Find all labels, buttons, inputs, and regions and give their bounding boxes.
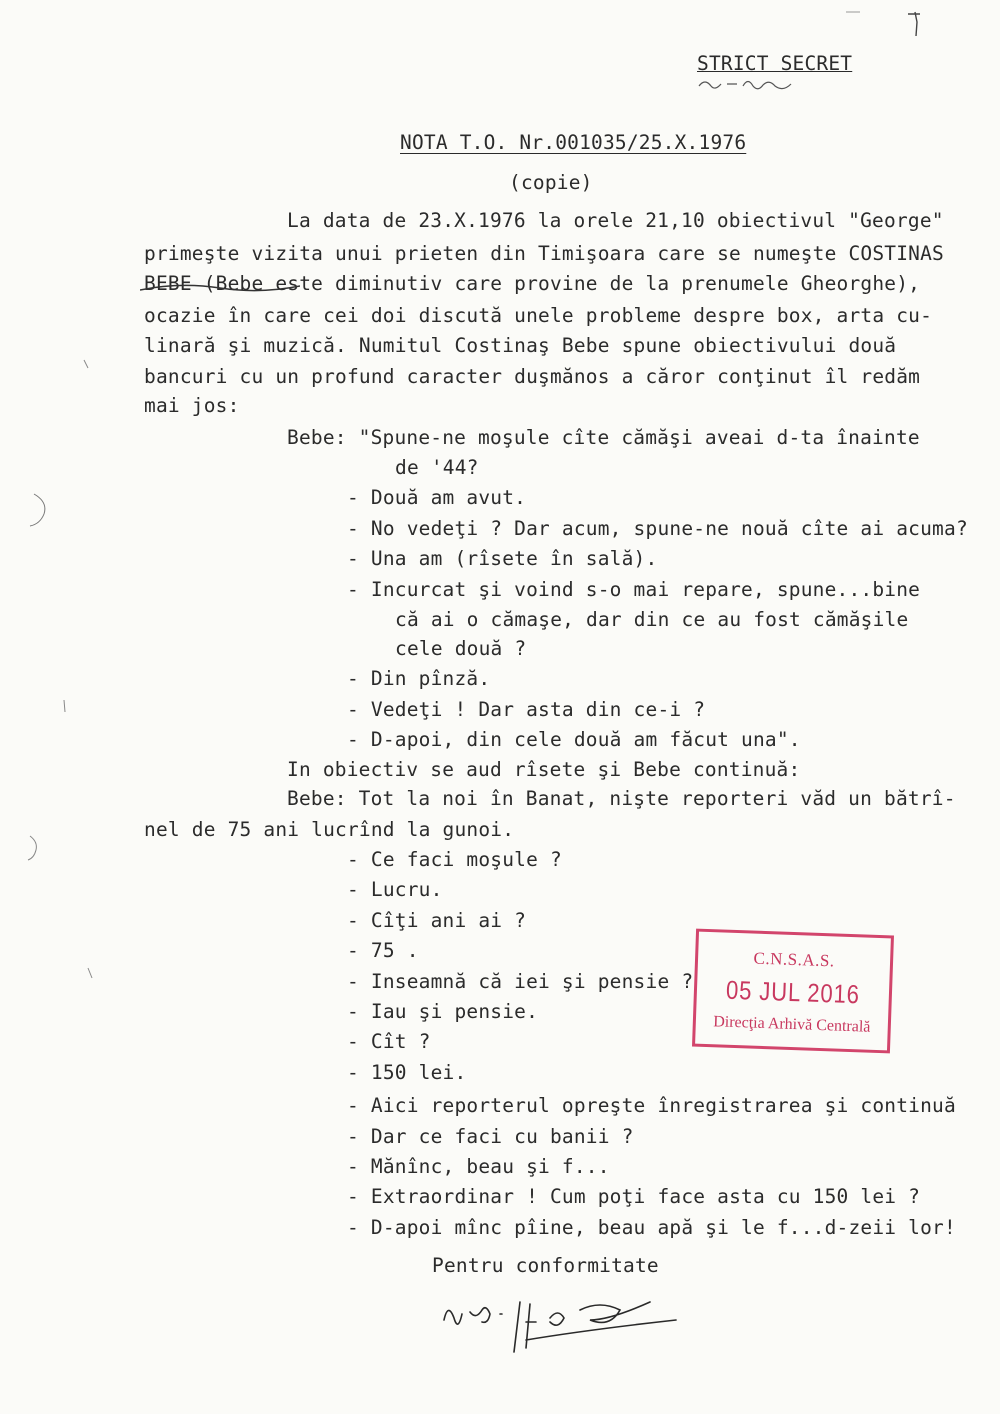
dialogue-line: - 150 lei. — [347, 1061, 467, 1084]
dialogue-line: - No vedeţi ? Dar acum, spune-ne nouă cîte ai acuma? — [347, 517, 968, 540]
dialogue-line: - Aici reporterul opreşte înregistrarea şi continuă — [347, 1094, 956, 1117]
handwritten-underline-icon — [140, 280, 300, 300]
dialogue-line: - Vedeţi ! Dar asta din ce-i ? — [347, 698, 706, 721]
archive-stamp — [692, 929, 894, 1054]
dialogue-line: - Dar ce faci cu banii ? — [347, 1125, 634, 1148]
dialogue-line: - Ce faci moşule ? — [347, 848, 562, 871]
document-title: NOTA T.O. Nr.001035/25.X.1976 — [400, 131, 747, 154]
document-subtitle: (copie) — [509, 171, 593, 194]
dialogue-line: - Cît ? — [347, 1030, 431, 1053]
dialogue-line: - Din pînză. — [347, 667, 491, 690]
dialogue-line: - D-apoi, din cele două am făcut una". — [347, 728, 801, 751]
dialogue-line: - Iau şi pensie. — [347, 1000, 539, 1023]
body-line: In obiectiv se aud rîsete şi Bebe continuă: — [287, 758, 801, 781]
body-line: primeşte vizita unui prieten din Timişoara care se numeşte COSTINAS — [144, 242, 944, 265]
body-line: Bebe: Tot la noi în Banat, nişte reporteri văd un bătrî- — [287, 787, 956, 810]
stamp-institution: C.N.S.A.S. — [753, 948, 835, 971]
body-line: linară şi muzică. Numitul Costinaş Bebe spune obiectivului două — [144, 334, 897, 357]
body-line: ocazie în care cei doi discută unele probleme despre box, arta cu- — [144, 304, 933, 327]
dialogue-line: - Lucru. — [347, 878, 443, 901]
body-line: La data de 23.X.1976 la orele 21,10 obiectivul "George" — [287, 209, 944, 232]
dialogue-line: - Una am (rîsete în sală). — [347, 547, 658, 570]
body-line: nel de 75 ani lucrînd la gunoi. — [144, 818, 515, 841]
dialogue-line: - Extraordinar ! Cum poţi face asta cu 150 lei ? — [347, 1185, 921, 1208]
closing-line: Pentru conformitate — [432, 1254, 659, 1277]
dialogue-line: - 75 . — [347, 939, 419, 962]
body-line: BEBE (Bebe este diminutiv care provine de la prenumele Gheorghe), — [144, 272, 921, 295]
body-line: bancuri cu un profund caracter duşmănos a căror conţinut îl redăm — [144, 365, 921, 388]
dialogue-line: de '44? — [395, 456, 479, 479]
dialogue-line: - Incurcat şi voind s-o mai repare, spune...bine — [347, 578, 921, 601]
dialogue-line: - Mănînc, beau şi f... — [347, 1155, 610, 1178]
dialogue-line: - Două am avut. — [347, 486, 527, 509]
body-line: mai jos: — [144, 394, 240, 417]
signature-icon — [430, 1282, 690, 1362]
handwritten-note-icon — [697, 74, 815, 92]
classification-label: STRICT SECRET — [697, 52, 853, 75]
stamp-department: Direcţia Arhivă Centrală — [712, 1013, 871, 1036]
dialogue-line: - Cîţi ani ai ? — [347, 909, 527, 932]
stamp-date: 05 JUL 2016 — [725, 974, 861, 1010]
dialogue-line: că ai o cămaşe, dar din ce au fost cămăşile — [395, 608, 909, 631]
dialogue-line: Bebe: "Spune-ne moşule cîte cămăşi aveai d-ta înainte — [287, 426, 920, 449]
dialogue-line: - Inseamnă că iei şi pensie ? — [347, 970, 694, 993]
dialogue-line: cele două ? — [395, 637, 527, 660]
dialogue-line: - D-apoi mînc pîine, beau apă şi le f...d-zeii lor! — [347, 1216, 956, 1239]
